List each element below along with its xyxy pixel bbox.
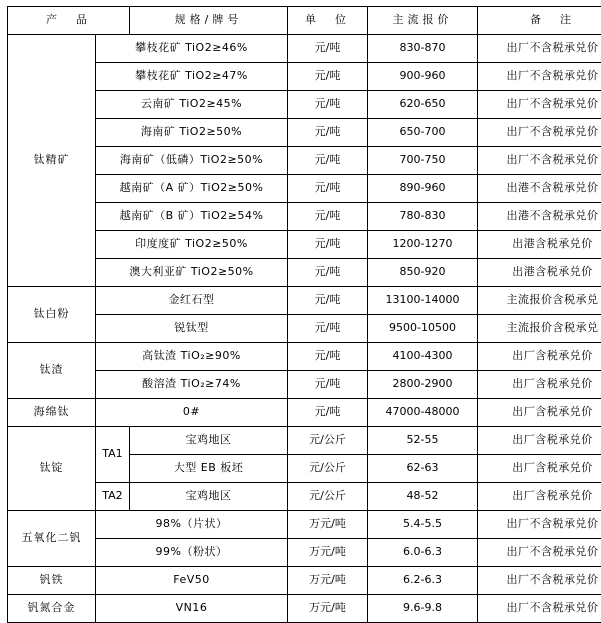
- product-category: 五氧化二钒: [8, 511, 96, 567]
- product-price: 52-55: [368, 427, 478, 455]
- product-spec: 澳大利亚矿 TiO2≥50%: [96, 259, 288, 287]
- table-row: [8, 287, 601, 315]
- product-price: 2800-2900: [368, 371, 478, 399]
- table-row: [8, 427, 601, 455]
- table-row: [8, 371, 601, 399]
- product-price: 850-920: [368, 259, 478, 287]
- product-unit: 元/吨: [288, 315, 368, 343]
- table-row: [8, 119, 601, 147]
- product-spec: 98%（片状）: [96, 511, 288, 539]
- product-price: 4100-4300: [368, 343, 478, 371]
- product-price: 6.0-6.3: [368, 539, 478, 567]
- product-spec: 宝鸡地区: [130, 483, 288, 511]
- product-spec: 印度度矿 TiO2≥50%: [96, 231, 288, 259]
- product-unit: 元/吨: [288, 343, 368, 371]
- product-note: 出港含税承兑价: [478, 259, 601, 287]
- table-row: [8, 539, 601, 567]
- product-spec: 99%（粉状）: [96, 539, 288, 567]
- product-unit: 元/吨: [288, 371, 368, 399]
- product-price: 5.4-5.5: [368, 511, 478, 539]
- table-row: [8, 147, 601, 175]
- product-note: 出厂不含税承兑价: [478, 567, 601, 595]
- header-price: 主流报价: [368, 7, 478, 35]
- product-note: 出厂含税承兑价: [478, 343, 601, 371]
- product-grade: TA2: [96, 483, 130, 511]
- product-category: 海绵钛: [8, 399, 96, 427]
- product-price: 620-650: [368, 91, 478, 119]
- product-spec: 海南矿（低磷）TiO2≥50%: [96, 147, 288, 175]
- product-unit: 万元/吨: [288, 595, 368, 623]
- header-spec: 规格/牌号: [130, 7, 288, 35]
- product-spec: 宝鸡地区: [130, 427, 288, 455]
- product-price: 700-750: [368, 147, 478, 175]
- product-category: 钒氮合金: [8, 595, 96, 623]
- table-row: [8, 483, 601, 511]
- product-spec: 越南矿（B 矿）TiO2≥54%: [96, 203, 288, 231]
- header-product: 产 品: [8, 7, 130, 35]
- product-price: 48-52: [368, 483, 478, 511]
- product-unit: 万元/吨: [288, 539, 368, 567]
- product-unit: 元/公斤: [288, 483, 368, 511]
- header-note: 备 注: [478, 7, 601, 35]
- product-unit: 元/公斤: [288, 427, 368, 455]
- product-note: 出厂不含税承兑价: [478, 539, 601, 567]
- product-note: 出厂不含税承兑价: [478, 63, 601, 91]
- table-row: [8, 567, 601, 595]
- product-spec: 越南矿（A 矿）TiO2≥50%: [96, 175, 288, 203]
- product-note: 出港含税承兑价: [478, 231, 601, 259]
- product-spec: 锐钛型: [96, 315, 288, 343]
- table-row: [8, 259, 601, 287]
- product-note: 出厂不含税承兑价: [478, 595, 601, 623]
- product-note: 出港不含税承兑价: [478, 203, 601, 231]
- product-price: 6.2-6.3: [368, 567, 478, 595]
- product-unit: 元/吨: [288, 175, 368, 203]
- product-category: 钛白粉: [8, 287, 96, 343]
- table-header: [8, 7, 601, 35]
- table-row: [8, 91, 601, 119]
- product-note: 出厂含税承兑价: [478, 427, 601, 455]
- table-row: [8, 595, 601, 623]
- product-spec: 云南矿 TiO2≥45%: [96, 91, 288, 119]
- header-row: [8, 7, 601, 35]
- product-price: 830-870: [368, 35, 478, 63]
- product-unit: 万元/吨: [288, 511, 368, 539]
- table-row: [8, 315, 601, 343]
- price-table: [7, 6, 601, 623]
- product-unit: 元/吨: [288, 119, 368, 147]
- product-unit: 元/吨: [288, 399, 368, 427]
- product-unit: 元/吨: [288, 147, 368, 175]
- product-spec: 攀枝花矿 TiO2≥47%: [96, 63, 288, 91]
- product-price: 9500-10500: [368, 315, 478, 343]
- product-price: 780-830: [368, 203, 478, 231]
- product-unit: 元/吨: [288, 91, 368, 119]
- table-row: [8, 175, 601, 203]
- product-category: 钛锭: [8, 427, 96, 511]
- product-spec: FeV50: [96, 567, 288, 595]
- product-note: 出厂含税承兑价: [478, 483, 601, 511]
- product-category: 钛精矿: [8, 35, 96, 287]
- product-note: 主流报价含税承兑: [478, 315, 601, 343]
- product-unit: 元/吨: [288, 287, 368, 315]
- product-note: 出厂含税承兑价: [478, 399, 601, 427]
- product-price: 900-960: [368, 63, 478, 91]
- product-unit: 元/吨: [288, 259, 368, 287]
- product-spec: 0#: [96, 399, 288, 427]
- product-spec: 金红石型: [96, 287, 288, 315]
- product-spec: 酸溶渣 TiO₂≥74%: [96, 371, 288, 399]
- product-price: 9.6-9.8: [368, 595, 478, 623]
- product-price: 62-63: [368, 455, 478, 483]
- product-spec: 高钛渣 TiO₂≥90%: [96, 343, 288, 371]
- product-spec: VN16: [96, 595, 288, 623]
- product-spec: 海南矿 TiO2≥50%: [96, 119, 288, 147]
- table-row: [8, 231, 601, 259]
- product-note: 出厂不含税承兑价: [478, 511, 601, 539]
- product-unit: 元/吨: [288, 35, 368, 63]
- product-unit: 元/吨: [288, 63, 368, 91]
- product-note: 主流报价含税承兑: [478, 287, 601, 315]
- product-price: 13100-14000: [368, 287, 478, 315]
- product-unit: 万元/吨: [288, 567, 368, 595]
- table-row: [8, 343, 601, 371]
- product-grade: TA1: [96, 427, 130, 483]
- product-note: 出厂不含税承兑价: [478, 147, 601, 175]
- product-note: 出厂不含税承兑价: [478, 119, 601, 147]
- product-unit: 元/公斤: [288, 455, 368, 483]
- table-row: [8, 399, 601, 427]
- product-note: 出港不含税承兑价: [478, 175, 601, 203]
- product-note: 出厂不含税承兑价: [478, 91, 601, 119]
- table-body: [8, 35, 601, 623]
- product-unit: 元/吨: [288, 203, 368, 231]
- product-unit: 元/吨: [288, 231, 368, 259]
- product-note: 出厂含税承兑价: [478, 371, 601, 399]
- product-note: 出厂含税承兑价: [478, 455, 601, 483]
- product-price: 890-960: [368, 175, 478, 203]
- table-row: [8, 63, 601, 91]
- product-spec: 大型 EB 板坯: [130, 455, 288, 483]
- table-row: [8, 35, 601, 63]
- table-row: [8, 511, 601, 539]
- product-category: 钛渣: [8, 343, 96, 399]
- product-price: 650-700: [368, 119, 478, 147]
- product-note: 出厂不含税承兑价: [478, 35, 601, 63]
- product-price: 1200-1270: [368, 231, 478, 259]
- product-category: 钒铁: [8, 567, 96, 595]
- product-spec: 攀枝花矿 TiO2≥46%: [96, 35, 288, 63]
- product-price: 47000-48000: [368, 399, 478, 427]
- header-unit: 单 位: [288, 7, 368, 35]
- table-row: [8, 203, 601, 231]
